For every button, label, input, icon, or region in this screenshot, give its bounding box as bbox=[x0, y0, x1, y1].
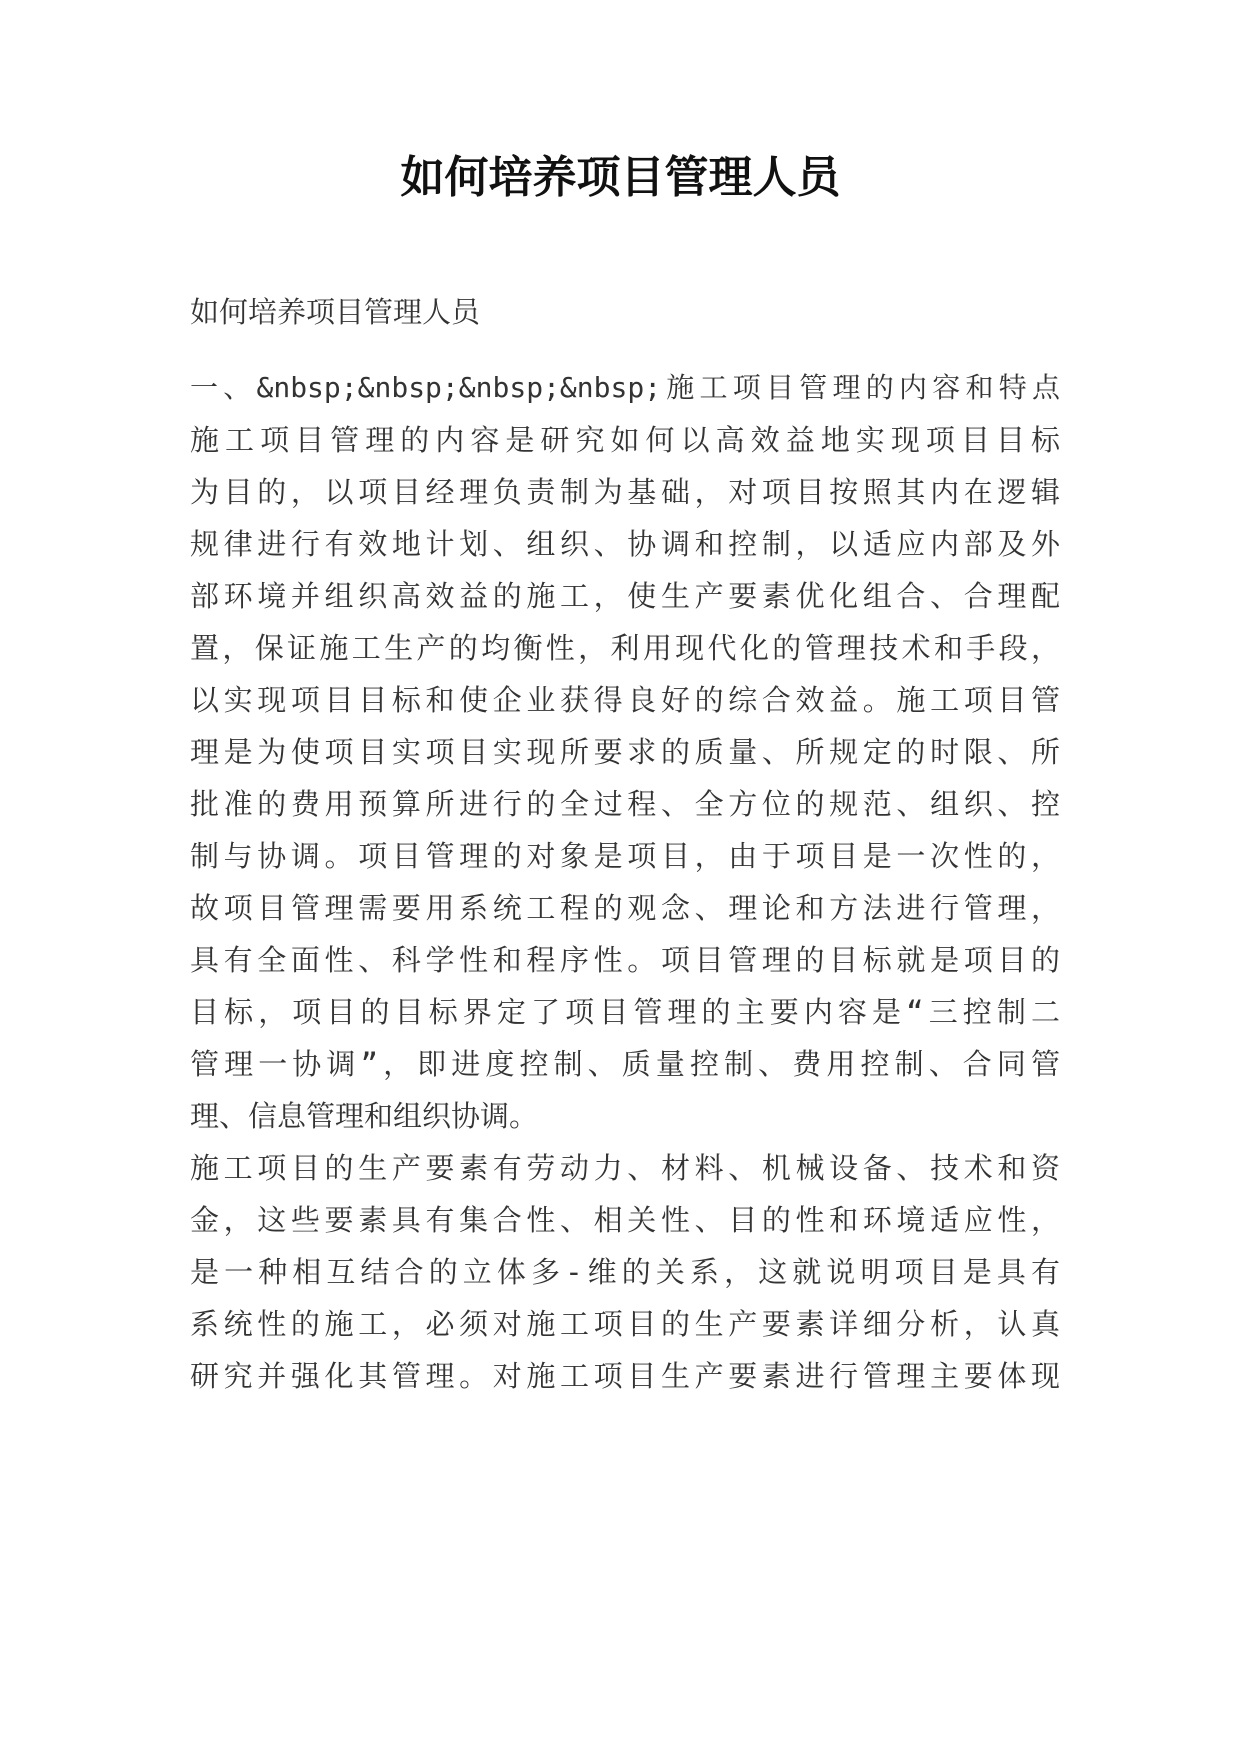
body-line: 目标，项目的目标界定了项目管理的主要内容是“三控制二 bbox=[190, 995, 1060, 1029]
document-subtitle: 如何培养项目管理人员 bbox=[190, 295, 481, 329]
body-line: 系统性的施工，必须对施工项目的生产要素详细分析，认真 bbox=[190, 1307, 1060, 1341]
body-line: 理、信息管理和组织协调。 bbox=[190, 1099, 539, 1133]
body-line: 研究并强化其管理。对施工项目生产要素进行管理主要体现 bbox=[190, 1359, 1060, 1393]
body-line: 以实现项目目标和使企业获得良好的综合效益。施工项目管 bbox=[190, 683, 1060, 717]
body-line: 理是为使项目实项目实现所要求的质量、所规定的时限、所 bbox=[190, 735, 1060, 769]
body-line: 制与协调。项目管理的对象是项目，由于项目是一次性的， bbox=[190, 839, 1060, 873]
body-line: 具有全面性、科学性和程序性。项目管理的目标就是项目的 bbox=[190, 943, 1060, 977]
body-line: 故项目管理需要用系统工程的观念、理论和方法进行管理， bbox=[190, 891, 1060, 925]
body-line: 金，这些要素具有集合性、相关性、目的性和环境适应性， bbox=[190, 1203, 1060, 1237]
body-line: 为目的，以项目经理负责制为基础，对项目按照其内在逻辑 bbox=[190, 475, 1060, 509]
page-title: 如何培养项目管理人员 bbox=[400, 152, 841, 203]
body-line: 置，保证施工生产的均衡性，利用现代化的管理技术和手段， bbox=[190, 631, 1060, 665]
body-line: 规律进行有效地计划、组织、协调和控制，以适应内部及外 bbox=[190, 527, 1060, 561]
body-line: 是一种相互结合的立体多-维的关系，这就说明项目是具有 bbox=[190, 1255, 1060, 1289]
body-line: 管理一协调”，即进度控制、质量控制、费用控制、合同管 bbox=[190, 1047, 1060, 1081]
body-line: 批准的费用预算所进行的全过程、全方位的规范、组织、控 bbox=[190, 787, 1060, 821]
body-line: 施工项目的生产要素有劳动力、材料、机械设备、技术和资 bbox=[190, 1151, 1060, 1185]
section-heading: 一、&nbsp;&nbsp;&nbsp;&nbsp;施工项目管理的内容和特点 bbox=[190, 371, 1060, 404]
body-line: 部环境并组织高效益的施工，使生产要素优化组合、合理配 bbox=[190, 579, 1060, 613]
body-line: 施工项目管理的内容是研究如何以高效益地实现项目目标 bbox=[190, 423, 1060, 457]
